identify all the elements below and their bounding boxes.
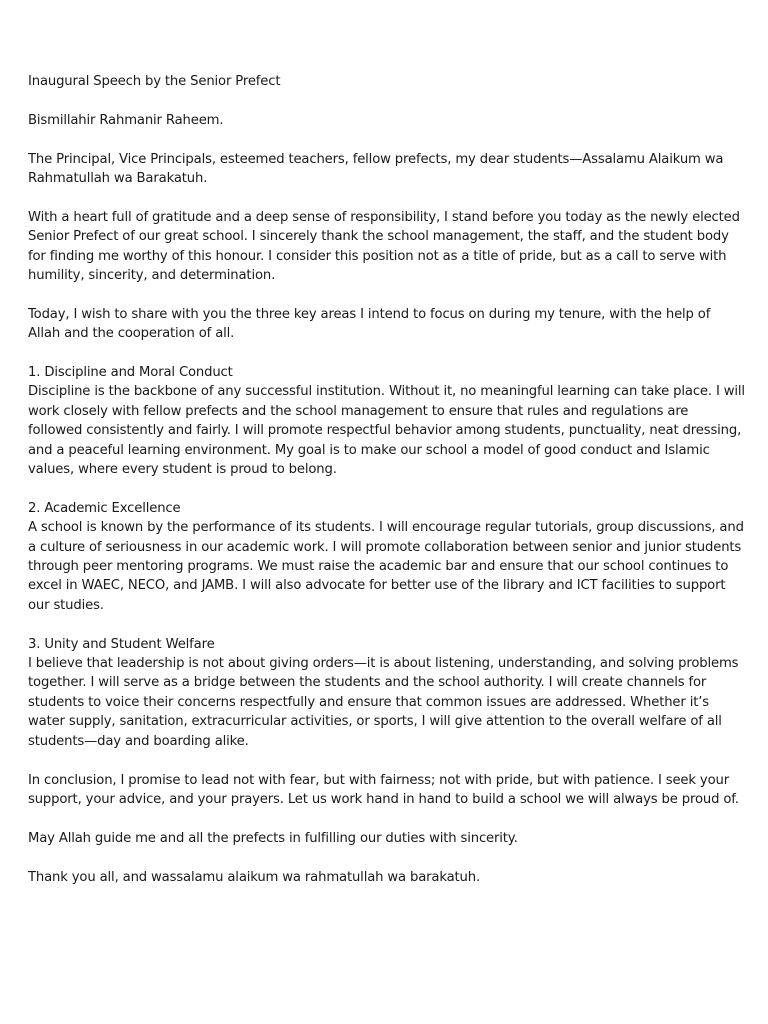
section-body: Discipline is the backbone of any successful institution. Without it, no meaningful learning can take place. I will work closely with fellow prefects and the school management to ensure that rules and regulations are followed consistently and fairly. I will promote respectful behavior among students, punctuality, neat dressing, and a peaceful learning environment. My goal is to make our school a model of good conduct and Islamic values, where every student is proud to belong. xyxy=(28,384,745,478)
conclusion-paragraph: In conclusion, I promise to lead not with fear, but with fairness; not with pride, but with patience. I seek your support, your advice, and your prayers. Let us work hand in hand to build a school we will always be proud of. xyxy=(28,772,739,807)
section-unity xyxy=(28,635,746,751)
focus-intro-paragraph: Today, I wish to share with you the three key areas I intend to focus on during my tenure, with the help of Allah and the cooperation of all. xyxy=(28,306,711,342)
salutation-paragraph: The Principal, Vice Principals, esteemed teachers, fellow prefects, my dear students—Assalamu Alaikum wa Rahmatullah wa Barakatuh. xyxy=(28,151,724,186)
document-title: Inaugural Speech by the Senior Prefect xyxy=(28,74,281,89)
section-heading: 3. Unity and Student Welfare xyxy=(28,636,215,652)
speech-document xyxy=(28,72,746,906)
section-heading: 1. Discipline and Moral Conduct xyxy=(28,365,233,381)
opening-line: Bismillahir Rahmanir Raheem. xyxy=(28,112,224,128)
section-discipline xyxy=(28,363,746,479)
prayer-paragraph: May Allah guide me and all the prefects in fulfilling our duties with sincerity. xyxy=(28,830,518,846)
section-heading: 2. Academic Excellence xyxy=(28,500,181,516)
intro-paragraph: With a heart full of gratitude and a deep sense of responsibility, I stand before you today as the newly elected Senior Prefect of our great school. I sincerely thank the school management, the staff, and the student body for finding me worthy of this honour. I consider this position not as a title of pride, but as a call to serve with humility, sincerity, and determination. xyxy=(28,209,740,284)
section-body: A school is known by the performance of its students. I will encourage regular tutorials, group discussions, and a culture of seriousness in our academic work. I will promote collaboration between senior and junior students through peer mentoring programs. We must raise the academic bar and ensure that our school continues to excel in WAEC, NECO, and JAMB. I will also advocate for better use of the library and ICT facilities to support our studies. xyxy=(28,520,744,613)
closing-paragraph: Thank you all, and wassalamu alaikum wa rahmatullah wa barakatuh. xyxy=(28,869,481,885)
section-academic xyxy=(28,499,746,615)
section-body: I believe that leadership is not about giving orders—it is about listening, understanding, and solving problems together. I will serve as a bridge between the students and the school authority. I will create channels for students to voice their concerns respectfully and ensure that common issues are addressed. Whether it’s water supply, sanitation, extracurricular activities, or sports, I will give attention to the overall welfare of all students—day and boarding alike. xyxy=(28,656,739,749)
